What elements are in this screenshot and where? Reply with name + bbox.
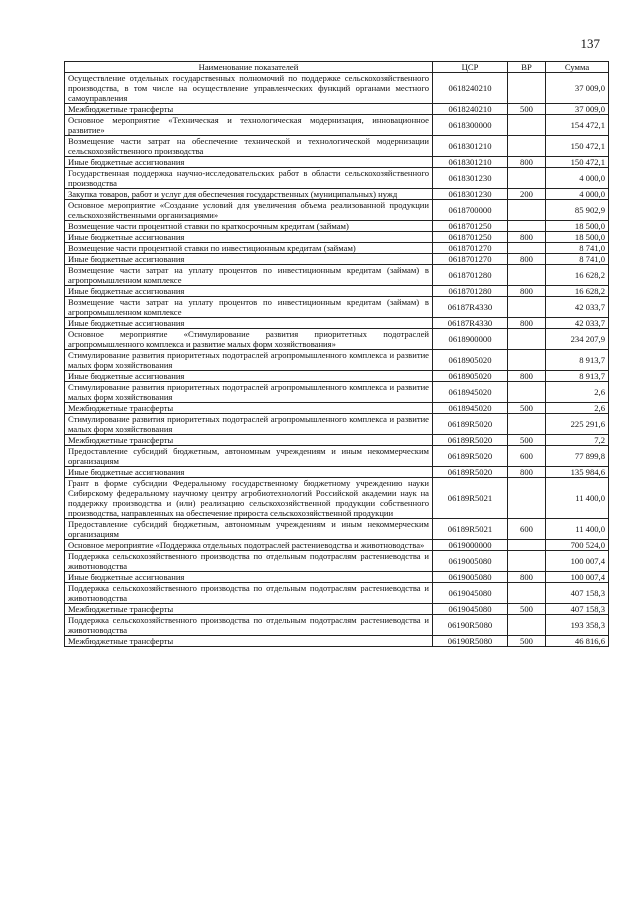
row-sum: 18 500,0 — [546, 232, 609, 243]
budget-table — [64, 61, 609, 647]
row-name: Межбюджетные трансферты — [65, 403, 433, 414]
row-name: Иные бюджетные ассигнования — [65, 467, 433, 478]
row-vr — [508, 540, 546, 551]
table-row — [65, 73, 609, 104]
row-name: Возмещение части затрат на обеспечение технической и технологической модернизации сельскохозяйственного производства — [65, 136, 433, 157]
row-csr: 0618240210 — [433, 104, 508, 115]
table-row — [65, 583, 609, 604]
table-row — [65, 200, 609, 221]
table-row — [65, 286, 609, 297]
row-csr: 06189R5021 — [433, 519, 508, 540]
row-sum: 700 524,0 — [546, 540, 609, 551]
row-name: Возмещение части затрат на уплату процентов по инвестиционным кредитам (займам) в агропромышленном комплексе — [65, 297, 433, 318]
row-csr: 0618301210 — [433, 136, 508, 157]
row-csr: 0618301230 — [433, 189, 508, 200]
table-row — [65, 572, 609, 583]
row-vr — [508, 168, 546, 189]
row-vr: 500 — [508, 604, 546, 615]
table-row — [65, 254, 609, 265]
row-sum: 46 816,6 — [546, 636, 609, 647]
row-csr: 06189R5020 — [433, 435, 508, 446]
row-csr: 0618240210 — [433, 73, 508, 104]
table-row — [65, 221, 609, 232]
table-row — [65, 519, 609, 540]
row-name: Иные бюджетные ассигнования — [65, 157, 433, 168]
row-sum: 8 741,0 — [546, 254, 609, 265]
row-csr: 0618300000 — [433, 115, 508, 136]
row-vr: 800 — [508, 467, 546, 478]
row-name: Иные бюджетные ассигнования — [65, 286, 433, 297]
table-row — [65, 636, 609, 647]
row-vr: 500 — [508, 435, 546, 446]
row-name: Иные бюджетные ассигнования — [65, 232, 433, 243]
row-name: Стимулирование развития приоритетных подотраслей агропромышленного комплекса и развитие малых форм хозяйствования — [65, 350, 433, 371]
row-sum: 8 741,0 — [546, 243, 609, 254]
row-name: Поддержка сельскохозяйственного производства по отдельным подотраслям растениеводства и животноводства — [65, 583, 433, 604]
table-row — [65, 615, 609, 636]
row-name: Возмещение части процентной ставки по инвестиционным кредитам (займам) — [65, 243, 433, 254]
table-row — [65, 382, 609, 403]
row-csr: 0618301230 — [433, 168, 508, 189]
row-name: Межбюджетные трансферты — [65, 435, 433, 446]
row-sum: 234 207,9 — [546, 329, 609, 350]
row-sum: 85 902,9 — [546, 200, 609, 221]
table-row — [65, 403, 609, 414]
row-vr: 800 — [508, 286, 546, 297]
header-sum: Сумма — [546, 62, 609, 73]
table-row — [65, 551, 609, 572]
row-name: Межбюджетные трансферты — [65, 636, 433, 647]
row-vr — [508, 265, 546, 286]
row-csr: 06190R5080 — [433, 615, 508, 636]
row-vr: 500 — [508, 636, 546, 647]
row-csr: 0618701280 — [433, 286, 508, 297]
row-csr: 06187R4330 — [433, 318, 508, 329]
row-sum: 37 009,0 — [546, 73, 609, 104]
row-name: Иные бюджетные ассигнования — [65, 318, 433, 329]
row-sum: 37 009,0 — [546, 104, 609, 115]
header-vr: ВР — [508, 62, 546, 73]
row-vr: 800 — [508, 318, 546, 329]
row-csr: 0618701270 — [433, 243, 508, 254]
table-row — [65, 604, 609, 615]
row-csr: 0618701250 — [433, 221, 508, 232]
row-sum: 100 007,4 — [546, 551, 609, 572]
row-sum: 7,2 — [546, 435, 609, 446]
row-vr — [508, 243, 546, 254]
row-vr: 800 — [508, 371, 546, 382]
table-row — [65, 232, 609, 243]
row-vr — [508, 200, 546, 221]
row-sum: 150 472,1 — [546, 157, 609, 168]
row-sum: 2,6 — [546, 382, 609, 403]
table-row — [65, 115, 609, 136]
row-csr: 0618701250 — [433, 232, 508, 243]
row-csr: 0618301210 — [433, 157, 508, 168]
row-vr — [508, 136, 546, 157]
row-sum: 225 291,6 — [546, 414, 609, 435]
table-row — [65, 446, 609, 467]
row-name: Основное мероприятие «Поддержка отдельных подотраслей растениеводства и животноводства» — [65, 540, 433, 551]
row-name: Государственная поддержка научно-исследовательских работ в области сельскохозяйственного производства — [65, 168, 433, 189]
row-csr: 0619045080 — [433, 604, 508, 615]
table-row — [65, 371, 609, 382]
table-row — [65, 540, 609, 551]
row-vr — [508, 583, 546, 604]
row-vr: 800 — [508, 572, 546, 583]
row-sum: 8 913,7 — [546, 350, 609, 371]
row-csr: 06187R4330 — [433, 297, 508, 318]
row-vr — [508, 551, 546, 572]
row-csr: 0618945020 — [433, 403, 508, 414]
row-sum: 42 033,7 — [546, 318, 609, 329]
row-sum: 77 899,8 — [546, 446, 609, 467]
row-vr — [508, 329, 546, 350]
row-sum: 150 472,1 — [546, 136, 609, 157]
row-vr — [508, 382, 546, 403]
row-vr: 600 — [508, 446, 546, 467]
row-vr: 500 — [508, 104, 546, 115]
row-sum: 2,6 — [546, 403, 609, 414]
row-sum: 407 158,3 — [546, 604, 609, 615]
row-csr: 06190R5080 — [433, 636, 508, 647]
table-header-row — [65, 62, 609, 73]
table-row — [65, 329, 609, 350]
row-csr: 0619005080 — [433, 551, 508, 572]
table-row — [65, 297, 609, 318]
row-name: Предоставление субсидий бюджетным, автономным учреждениям и иным некоммерческим организациям — [65, 519, 433, 540]
row-name: Поддержка сельскохозяйственного производства по отдельным подотраслям растениеводства и животноводства — [65, 615, 433, 636]
row-sum: 193 358,3 — [546, 615, 609, 636]
row-sum: 16 628,2 — [546, 286, 609, 297]
row-csr: 06189R5020 — [433, 414, 508, 435]
row-csr: 06189R5021 — [433, 478, 508, 519]
row-vr: 600 — [508, 519, 546, 540]
row-name: Основное мероприятие «Создание условий для увеличения объема реализованной продукции сельскохозяйственными организациями» — [65, 200, 433, 221]
row-vr: 800 — [508, 157, 546, 168]
header-name: Наименование показателей — [65, 62, 433, 73]
row-vr — [508, 221, 546, 232]
row-csr: 0618945020 — [433, 382, 508, 403]
row-sum: 154 472,1 — [546, 115, 609, 136]
row-sum: 100 007,4 — [546, 572, 609, 583]
row-name: Возмещение части процентной ставки по краткосрочным кредитам (займам) — [65, 221, 433, 232]
row-name: Стимулирование развития приоритетных подотраслей агропромышленного комплекса и развитие малых форм хозяйствования — [65, 382, 433, 403]
row-name: Поддержка сельскохозяйственного производства по отдельным подотраслям растениеводства и животноводства — [65, 551, 433, 572]
row-sum: 42 033,7 — [546, 297, 609, 318]
row-name: Возмещение части затрат на уплату процентов по инвестиционным кредитам (займам) в агропромышленном комплексе — [65, 265, 433, 286]
row-csr: 0619005080 — [433, 572, 508, 583]
row-vr — [508, 350, 546, 371]
row-csr: 0619045080 — [433, 583, 508, 604]
row-name: Иные бюджетные ассигнования — [65, 371, 433, 382]
row-csr: 0618700000 — [433, 200, 508, 221]
row-name: Межбюджетные трансферты — [65, 104, 433, 115]
row-vr — [508, 115, 546, 136]
row-csr: 0618905020 — [433, 350, 508, 371]
table-row — [65, 350, 609, 371]
row-sum: 4 000,0 — [546, 189, 609, 200]
row-vr: 800 — [508, 232, 546, 243]
row-sum: 135 984,6 — [546, 467, 609, 478]
row-vr: 800 — [508, 254, 546, 265]
row-sum: 11 400,0 — [546, 519, 609, 540]
row-sum: 407 158,3 — [546, 583, 609, 604]
row-name: Межбюджетные трансферты — [65, 604, 433, 615]
table-row — [65, 243, 609, 254]
page-number: 137 — [580, 36, 600, 51]
row-csr: 0618905020 — [433, 371, 508, 382]
row-name: Предоставление субсидий бюджетным, автономным учреждениям и иным некоммерческим организациям — [65, 446, 433, 467]
row-sum: 8 913,7 — [546, 371, 609, 382]
table-row — [65, 157, 609, 168]
row-name: Грант в форме субсидии Федеральному государственному бюджетному учреждению науки Сибирскому федеральному научному центру агробиотехнологий Российской академии наук на поддержку производства и (или) реализацию сельскохозяйственной продукции собственного производства, направленных на обеспечение прироста сельскохозяйственной продукции — [65, 478, 433, 519]
header-csr: ЦСР — [433, 62, 508, 73]
table-row — [65, 136, 609, 157]
row-sum: 18 500,0 — [546, 221, 609, 232]
row-vr — [508, 615, 546, 636]
row-vr: 200 — [508, 189, 546, 200]
table-row — [65, 318, 609, 329]
row-sum: 16 628,2 — [546, 265, 609, 286]
row-csr: 0618900000 — [433, 329, 508, 350]
row-name: Иные бюджетные ассигнования — [65, 572, 433, 583]
row-sum: 11 400,0 — [546, 478, 609, 519]
row-csr: 0618701280 — [433, 265, 508, 286]
row-name: Иные бюджетные ассигнования — [65, 254, 433, 265]
row-vr — [508, 297, 546, 318]
row-name: Осуществление отдельных государственных полномочий по поддержке сельскохозяйственного производства, в том числе на осуществление управленческих функций органами местного самоуправления — [65, 73, 433, 104]
table-row — [65, 265, 609, 286]
table-row — [65, 467, 609, 478]
row-name: Основное мероприятие «Стимулирование развития приоритетных подотраслей агропромышленного комплекса и развитие малых форм хозяйствования» — [65, 329, 433, 350]
row-csr: 06189R5020 — [433, 467, 508, 478]
row-vr — [508, 414, 546, 435]
row-csr: 06189R5020 — [433, 446, 508, 467]
table-row — [65, 104, 609, 115]
table-row — [65, 478, 609, 519]
row-vr — [508, 478, 546, 519]
row-vr: 500 — [508, 403, 546, 414]
row-sum: 4 000,0 — [546, 168, 609, 189]
row-vr — [508, 73, 546, 104]
table-row — [65, 414, 609, 435]
row-name: Основное мероприятие «Техническая и технологическая модернизация, инновационное развитие» — [65, 115, 433, 136]
table-row — [65, 435, 609, 446]
row-name: Закупка товаров, работ и услуг для обеспечения государственных (муниципальных) нужд — [65, 189, 433, 200]
row-csr: 0619000000 — [433, 540, 508, 551]
table-row — [65, 189, 609, 200]
row-csr: 0618701270 — [433, 254, 508, 265]
row-name: Стимулирование развития приоритетных подотраслей агропромышленного комплекса и развитие малых форм хозяйствования — [65, 414, 433, 435]
table-row — [65, 168, 609, 189]
